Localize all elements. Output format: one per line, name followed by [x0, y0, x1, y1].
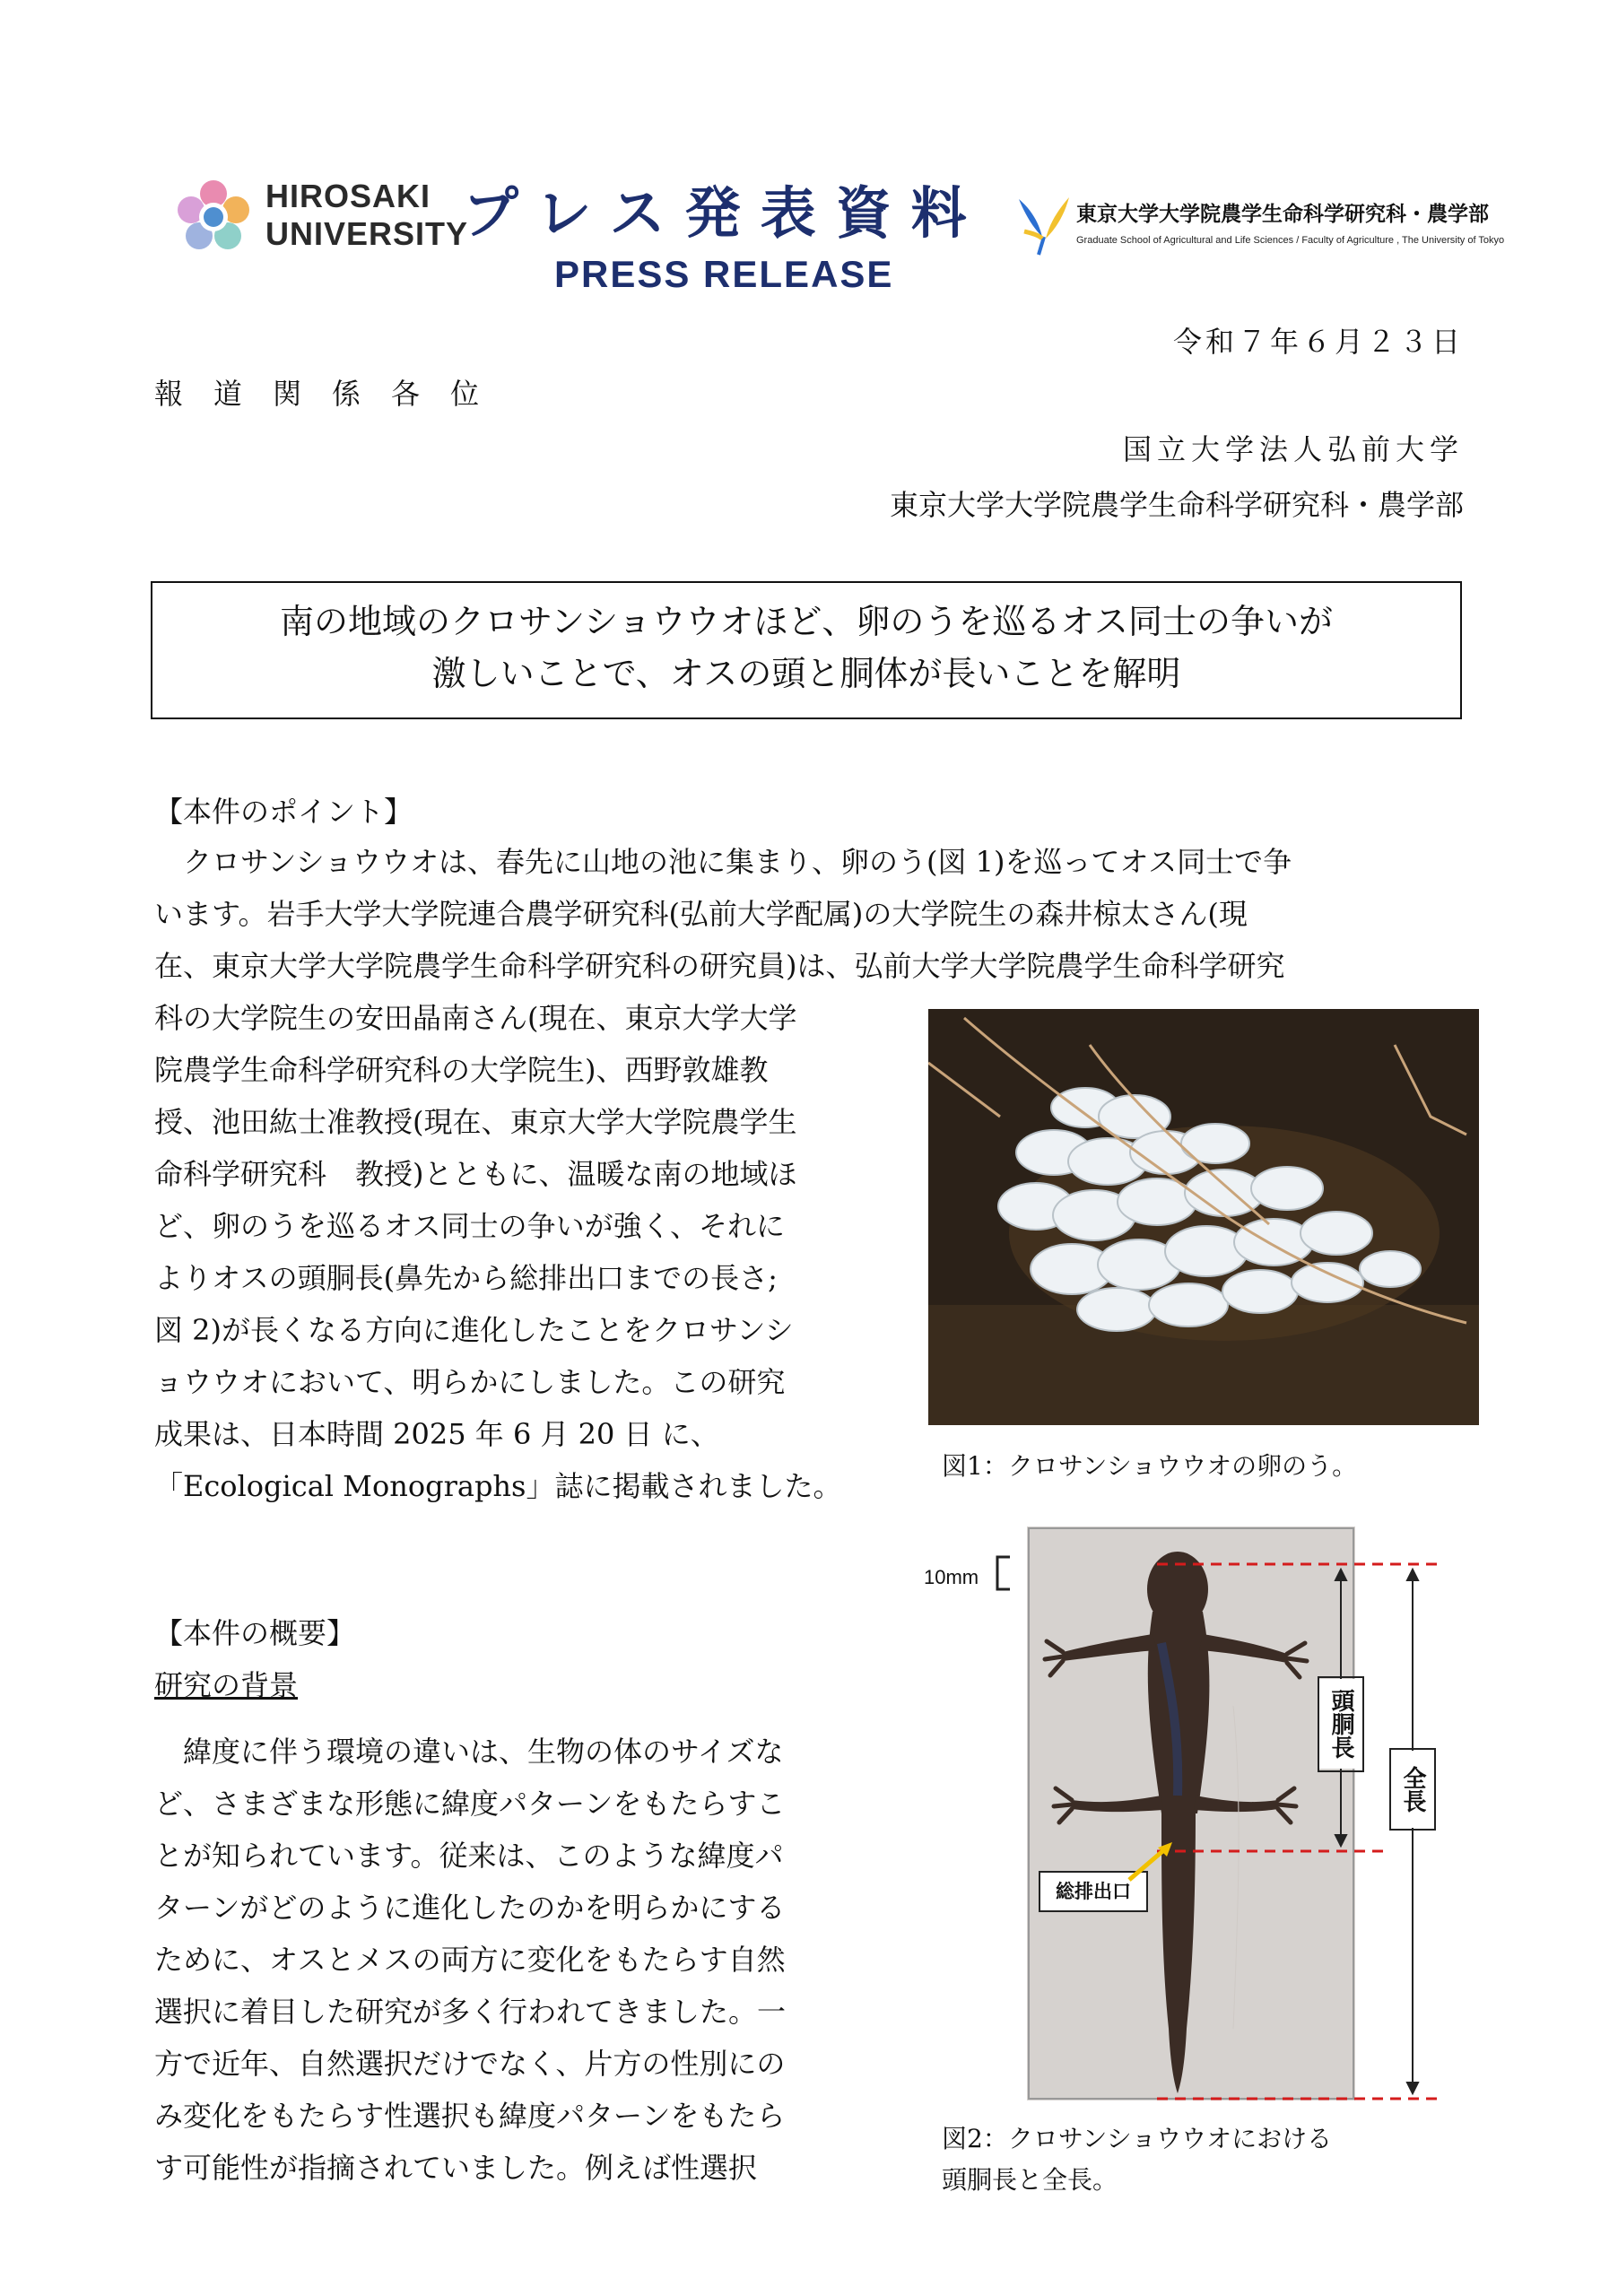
headline-line2: 激しいことで、オスの頭と胴体が長いことを解明	[431, 654, 1181, 693]
cloaca-arrow	[1126, 1839, 1179, 1883]
overview-text	[154, 1726, 908, 2194]
points-line: よりオスの頭胴長(鼻先から総排出口までの長さ;	[154, 1261, 778, 1295]
overview-line: す可能性が指摘されていました。例えば性選択	[154, 2151, 758, 2185]
overview-line: 選択に着目した研究が多く行われてきました。一	[154, 1995, 787, 2029]
points-line: 院農学生命科学研究科の大学院生)、西野敦雄教	[154, 1053, 769, 1087]
hirosaki-wordmark	[265, 178, 468, 253]
headline-box	[151, 581, 1462, 719]
tokyo-univ-name-en: Graduate School of Agricultural and Life Sciences / Faculty of Agriculture , The University of Tokyo	[1076, 235, 1505, 246]
figure1-caption: 図1：クロサンショウウオの卵のう。	[942, 1451, 1358, 1481]
overview-line: ために、オスとメスの両方に変化をもたらす自然	[154, 1943, 786, 1977]
points-heading: 【本件のポイント】	[154, 795, 413, 829]
overview-line: ど、さまざまな形態に緯度パターンをもたらすこ	[154, 1787, 786, 1821]
ginkgo-leaf-icon	[1012, 192, 1076, 257]
overview-line: ターンがどのように進化したのかを明らかにする	[154, 1891, 786, 1925]
points-line: います。岩手大学大学院連合農学研究科(弘前大学配属)の大学院生の森井椋太さん(現	[154, 897, 1248, 931]
overview-line: とが知られています。従来は、このような緯度パ	[154, 1839, 784, 1873]
egg-sac-photo	[928, 1009, 1479, 1425]
points-line: 在、東京大学大学院農学生命科学研究科の研究員)は、弘前大学大学院農学生命科学研究	[154, 949, 1285, 983]
hirosaki-line2: UNIVERSITY	[265, 215, 469, 252]
measurement-lines	[1157, 1561, 1453, 2108]
overview-line: み変化をもたらす性選択も緯度パターンをもたら	[154, 2099, 786, 2133]
snout-vent-length-label: 頭胴長	[1319, 1679, 1362, 1769]
overview-line: 方で近年、自然選択だけでなく、片方の性別にの	[154, 2047, 786, 2081]
scale-bar	[994, 1555, 1012, 1591]
release-date: 令和７年６月２３日	[1172, 325, 1464, 359]
press-release-title-jp: プレス発表資料	[463, 180, 987, 246]
points-line: 図 2)が長くなる方向に進化したことをクロサンシ	[154, 1313, 794, 1347]
points-line: 授、池田紘士准教授(現在、東京大学大学院農学生	[154, 1105, 797, 1139]
figure2-caption-line2: 頭胴長と全長。	[942, 2165, 1118, 2195]
points-line: 科の大学院生の安田晶南さん(現在、東京大学大学	[154, 1001, 797, 1035]
scale-bar-label: 10mm	[924, 1566, 979, 1588]
cloaca-label: 総排出口	[1039, 1871, 1148, 1912]
points-line: 成果は、日本時間 2025 年 6 月 20 日 に、	[154, 1417, 719, 1451]
hirosaki-line1: HIROSAKI	[265, 178, 431, 214]
figure2-caption	[942, 2118, 1332, 2201]
background-subheading: 研究の背景	[154, 1668, 299, 1702]
organization-2: 東京大学大学院農学生命科学研究科・農学部	[889, 488, 1464, 522]
figure2-caption-line1: 図2：クロサンショウウオにおける	[942, 2124, 1333, 2153]
points-line: 命科学研究科 教授)とともに、温暖な南の地域ほ	[154, 1157, 797, 1191]
addressee: 報道関係各位	[154, 377, 510, 411]
tokyo-univ-name: 東京大学大学院農学生命科学研究科・農学部	[1076, 203, 1489, 226]
points-full-width-text	[154, 836, 1482, 992]
press-release-title-en: PRESS RELEASE	[554, 253, 894, 295]
points-line: クロサンショウウオは、春先に山地の池に集まり、卵のう(図 1)を巡ってオス同士で争	[154, 845, 1292, 879]
points-line: ョウウオにおいて、明らかにしました。この研究	[154, 1365, 786, 1399]
overview-line: 緯度に伴う環境の違いは、生物の体のサイズな	[154, 1735, 784, 1769]
organization-1: 国立大学法人弘前大学	[1122, 432, 1464, 466]
overview-heading: 【本件の概要】	[154, 1616, 356, 1650]
total-length-label: 全長	[1391, 1751, 1434, 1828]
hirosaki-university-logo	[172, 176, 255, 258]
points-line: 「Ecological Monographs」誌に掲載されました。	[154, 1469, 842, 1503]
points-line: ど、卵のうを巡るオス同士の争いが強く、それに	[154, 1209, 786, 1243]
points-narrow-text	[154, 992, 908, 1512]
headline-line1: 南の地域のクロサンショウウオほど、卵のうを巡るオス同士の争いが	[279, 602, 1333, 641]
